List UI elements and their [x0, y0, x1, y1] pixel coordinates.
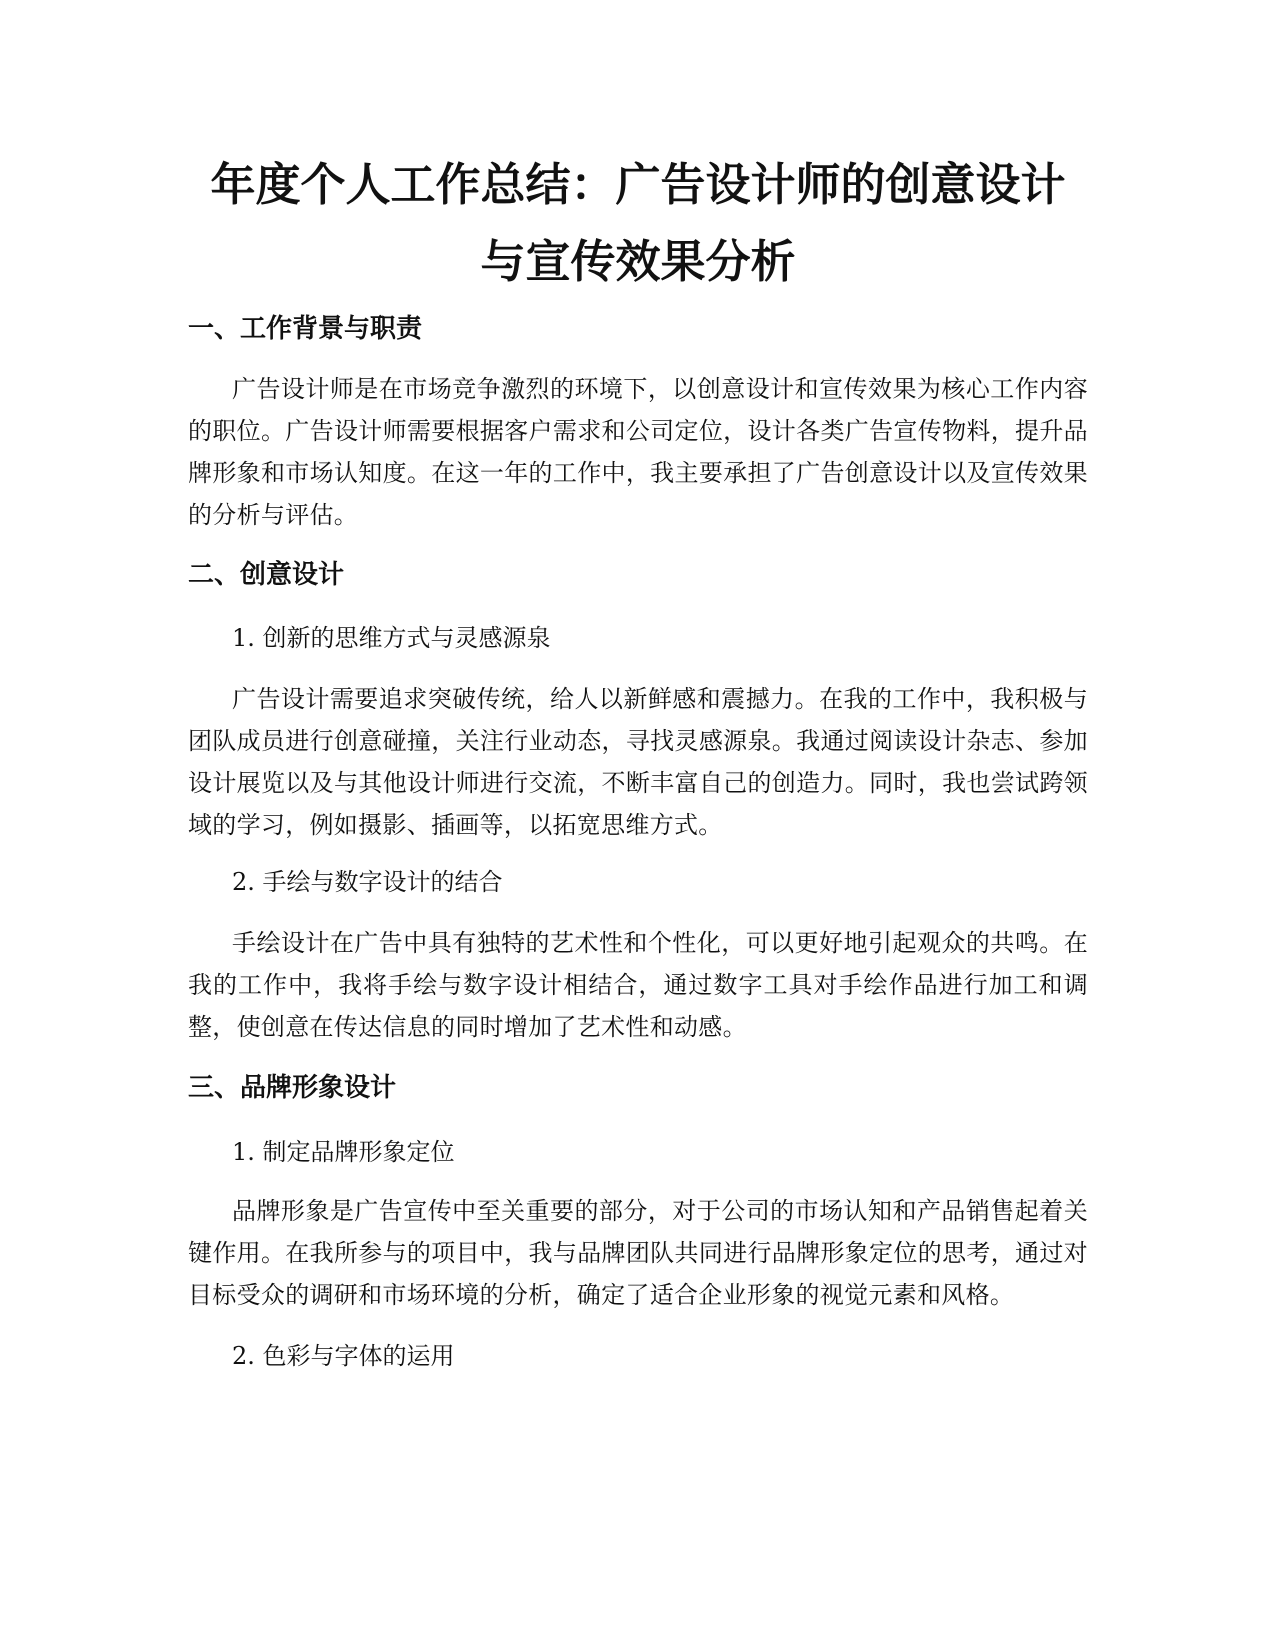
title-line-2: 与宣传效果分析: [480, 235, 796, 288]
subheading-3-2: 2. 色彩与字体的运用: [232, 1342, 455, 1370]
document-title: [188, 146, 1088, 300]
section-heading-2: 二、创意设计: [188, 560, 345, 590]
section-heading-3: 三、品牌形象设计: [188, 1073, 397, 1103]
title-line-1: 年度个人工作总结：广告设计师的创意设计: [210, 158, 1066, 211]
subheading-3-1: 1. 制定品牌形象定位: [232, 1138, 455, 1166]
subsection-2-2-paragraph: 手绘设计在广告中具有独特的艺术性和个性化，可以更好地引起观众的共鸣。在我的工作中，我将手绘与数字设计相结合，通过数字工具对手绘作品进行加工和调整，使创意在传达信息的同时增加了艺术性和动感。: [188, 929, 1088, 1041]
subheading-2-1: 1. 创新的思维方式与灵感源泉: [232, 624, 551, 652]
subheading-2-2: 2. 手绘与数字设计的结合: [232, 868, 503, 896]
subsection-3-1-paragraph: 品牌形象是广告宣传中至关重要的部分，对于公司的市场认知和产品销售起着关键作用。在我所参与的项目中，我与品牌团队共同进行品牌形象定位的思考，通过对目标受众的调研和市场环境的分析，确定了适合企业形象的视觉元素和风格。: [188, 1197, 1088, 1309]
subsection-2-1-paragraph: 广告设计需要追求突破传统，给人以新鲜感和震撼力。在我的工作中，我积极与团队成员进行创意碰撞，关注行业动态，寻找灵感源泉。我通过阅读设计杂志、参加设计展览以及与其他设计师进行交流，不断丰富自己的创造力。同时，我也尝试跨领域的学习，例如摄影、插画等，以拓宽思维方式。: [188, 685, 1088, 839]
section-1-paragraph: 广告设计师是在市场竞争激烈的环境下，以创意设计和宣传效果为核心工作内容的职位。广告设计师需要根据客户需求和公司定位，设计各类广告宣传物料，提升品牌形象和市场认知度。在这一年的工作中，我主要承担了广告创意设计以及宣传效果的分析与评估。: [188, 375, 1088, 529]
section-heading-1: 一、工作背景与职责: [188, 314, 423, 344]
